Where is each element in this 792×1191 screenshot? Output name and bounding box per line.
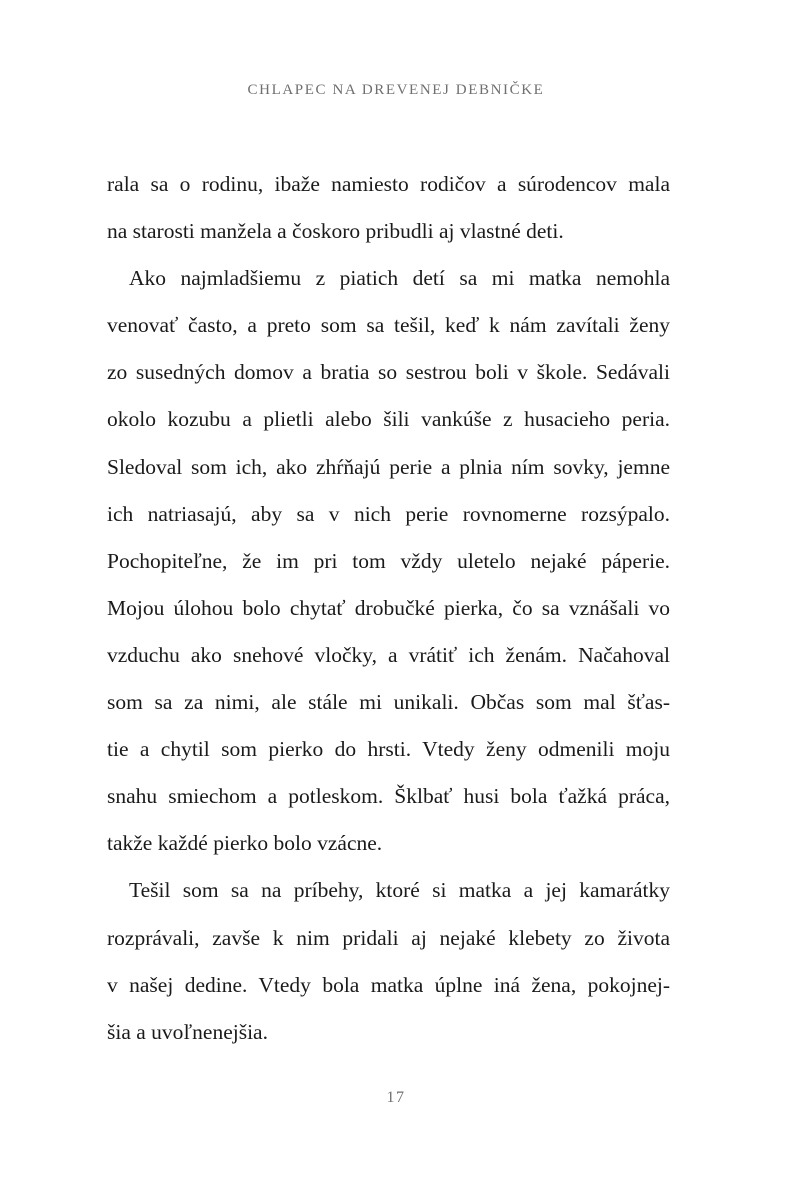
text-line: Ako najmladšiemu z piatich detí sa mi matka nemohla: [129, 266, 670, 291]
running-head: CHLAPEC NA DREVENEJ DEBNIČKE: [247, 82, 545, 98]
text-line: Pochopiteľne, že im pri tom vždy uletelo nejaké páperie.: [107, 548, 670, 573]
text-line: šia a uvoľnenejšia.: [107, 1019, 268, 1044]
text-line: tie a chytil som pierko do hrsti. Vtedy ženy odmenili moju: [107, 737, 670, 762]
text-line: venovať často, a preto som sa tešil, keď k nám zavítali ženy: [107, 313, 670, 338]
text-line: Tešil som sa na príbehy, ktoré si matka a jej kamarátky: [129, 878, 670, 903]
text-line: rala sa o rodinu, ibaže namiesto rodičov a súrodencov mala: [107, 172, 670, 196]
page-number: 17: [386, 1089, 406, 1106]
text-line: Mojou úlohou bolo chytať drobučké pierka, čo sa vznášali vo: [107, 595, 670, 620]
text-line: snahu smiechom a potleskom. Šklbať husi bola ťažká práca,: [107, 784, 670, 809]
body-text: [107, 161, 670, 1056]
text-line: v našej dedine. Vtedy bola matka úplne iná žena, pokojnej-: [107, 972, 670, 997]
text-line: takže každé pierko bolo vzácne.: [107, 831, 383, 856]
text-line: Sledoval som ich, ako zhŕňajú perie a plnia ním sovky, jemne: [107, 454, 670, 479]
text-line: vzduchu ako snehové vločky, a vrátiť ich ženám. Načahoval: [107, 642, 670, 667]
text-line: som sa za nimi, ale stále mi unikali. Občas som mal šťas-: [107, 690, 670, 715]
text-line: okolo kozubu a plietli alebo šili vankúše z husacieho peria.: [107, 407, 670, 432]
text-line: rozprávali, zavše k nim pridali aj nejaké klebety zo života: [107, 925, 670, 950]
text-line: zo susedných domov a bratia so sestrou boli v škole. Sedávali: [107, 360, 670, 385]
text-line: ich natriasajú, aby sa v nich perie rovnomerne rozsýpalo.: [107, 501, 670, 526]
text-line: na starosti manžela a čoskoro pribudli aj vlastné deti.: [107, 219, 564, 244]
